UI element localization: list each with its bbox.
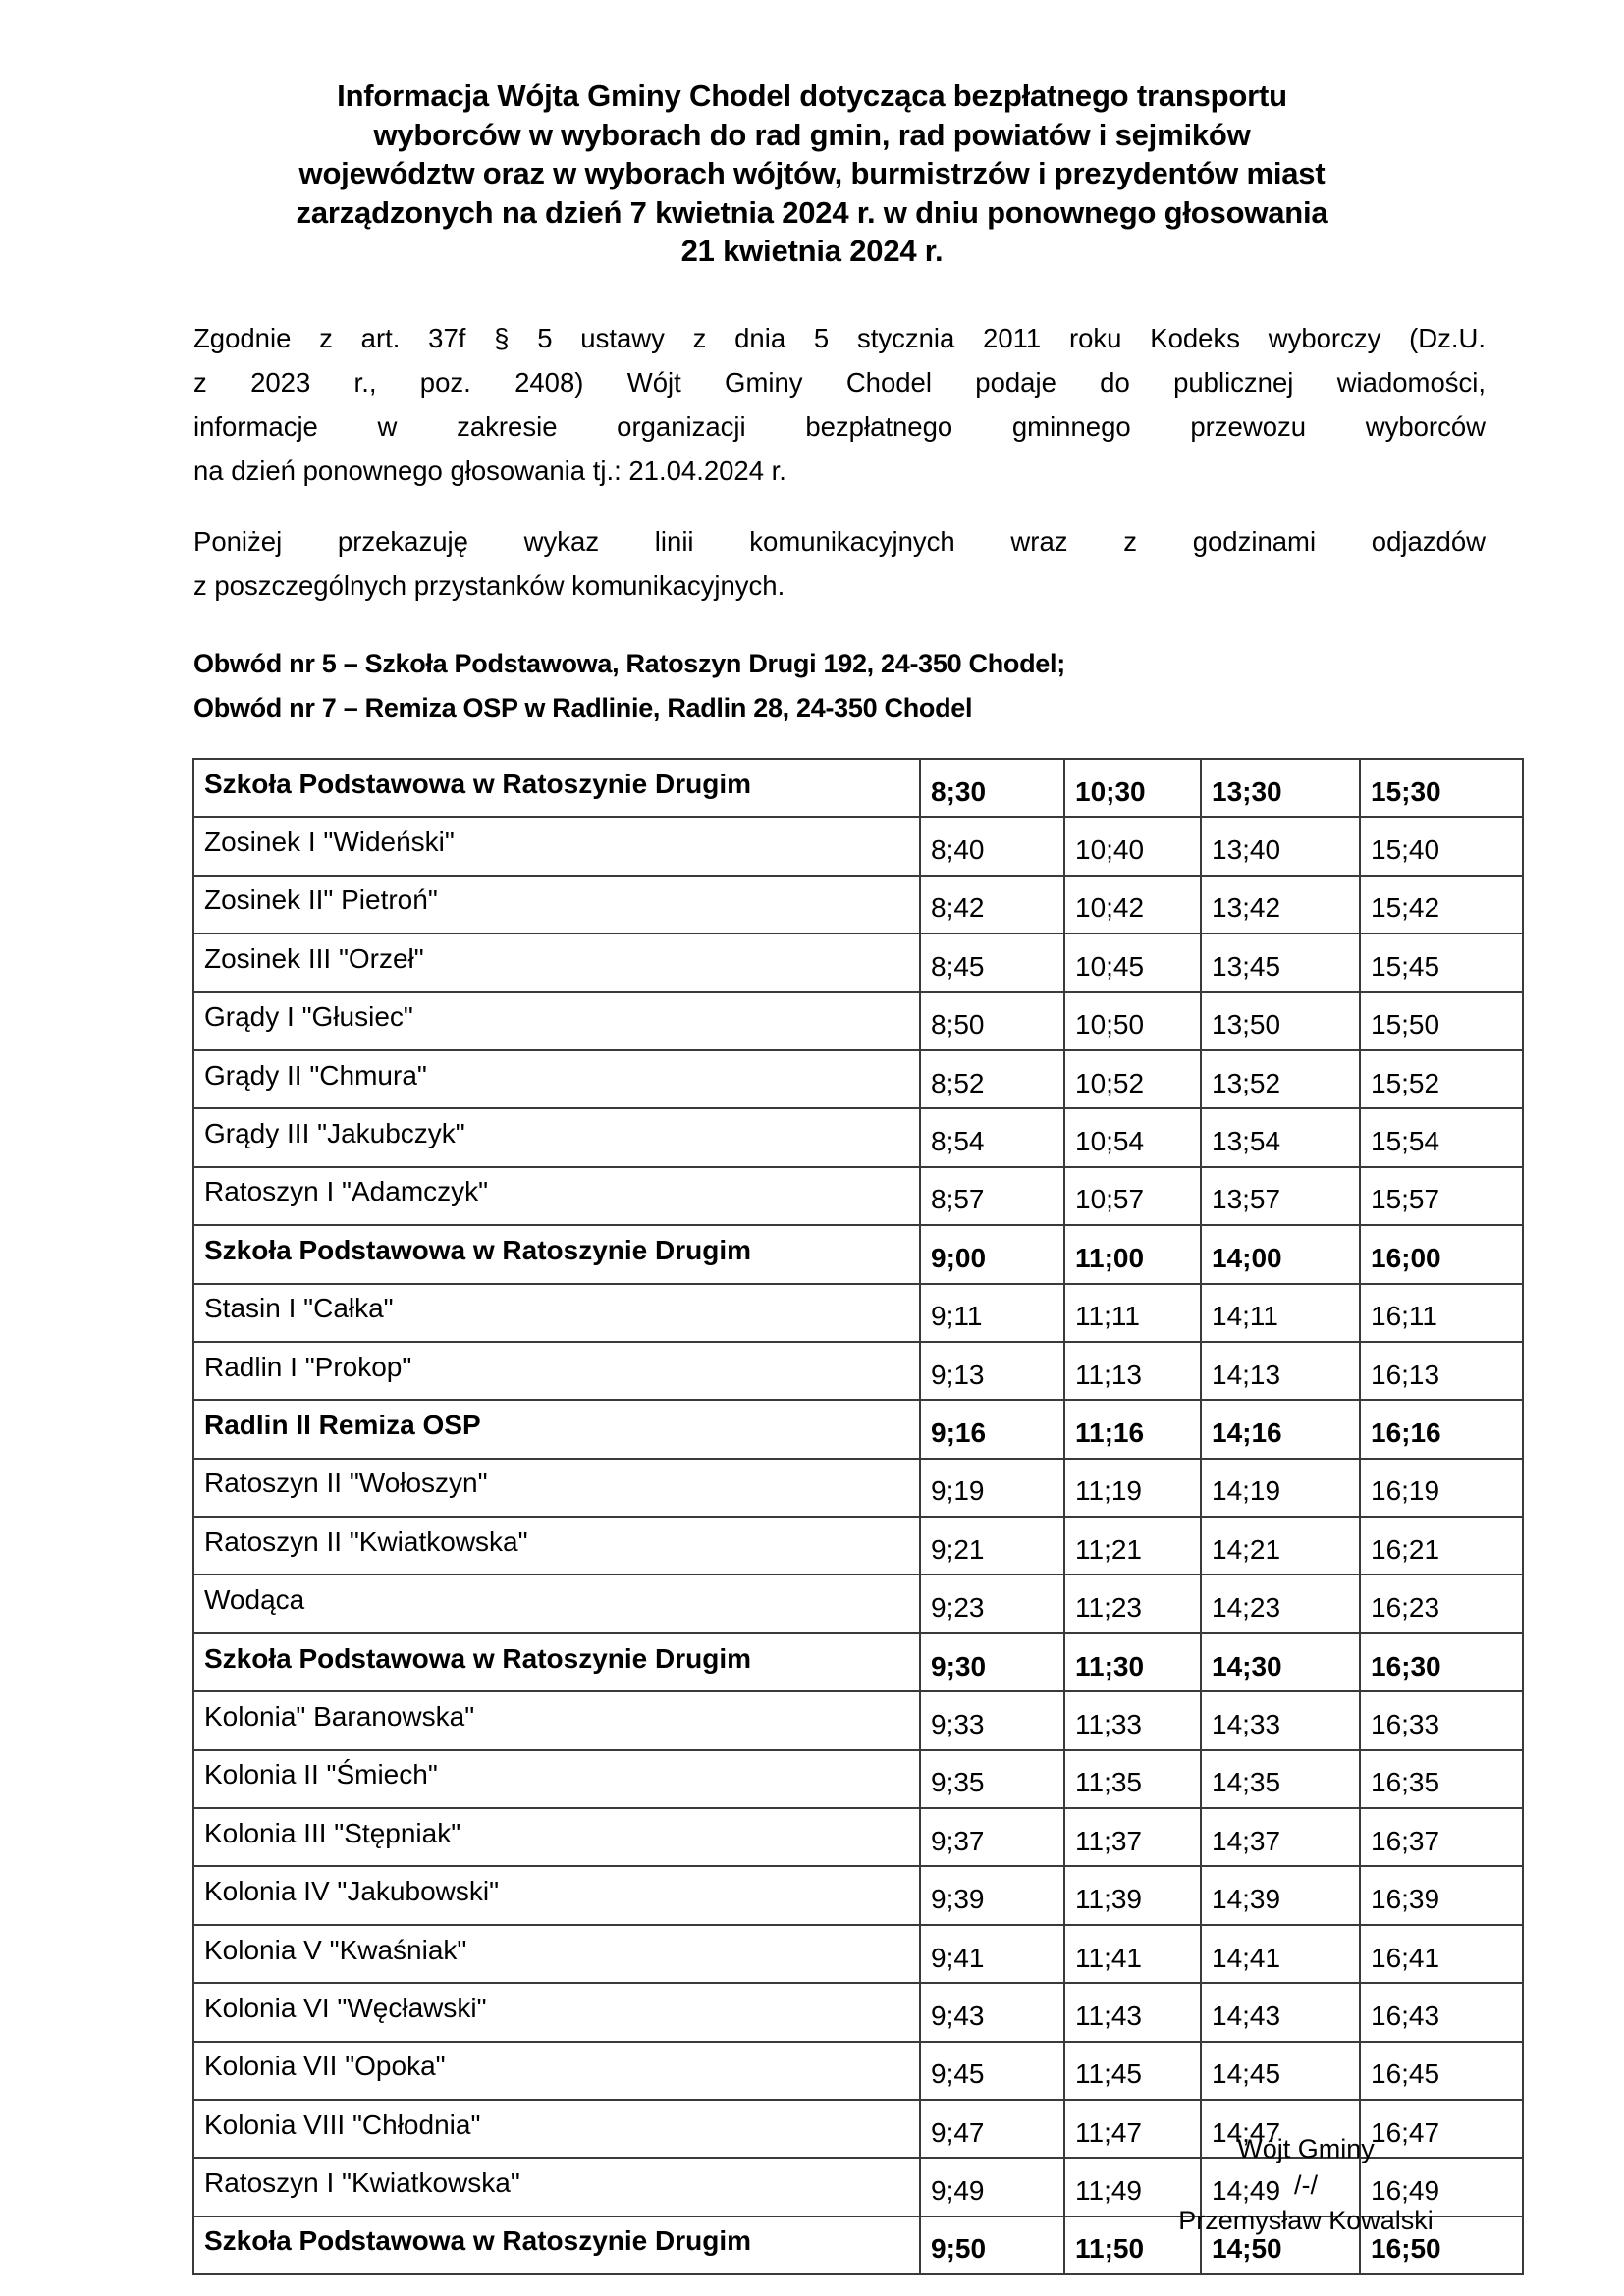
schedule-row	[193, 1925, 1523, 1983]
title-line: województw oraz w wyborach wójtów, burmistrzów i prezydentów miast	[298, 156, 1326, 190]
departure-time: 8;40	[920, 817, 1064, 875]
departure-time: 16;50	[1360, 2216, 1523, 2274]
departure-time: 14;45	[1201, 2042, 1360, 2100]
departure-time: 11;39	[1064, 1866, 1201, 1924]
title-line: wyborców w wyborach do rad gmin, rad powiatów i sejmików	[373, 117, 1251, 152]
departure-time: 15;54	[1360, 1108, 1523, 1166]
paragraph-line: Zgodnie z art. 37f § 5 ustawy z dnia 5 stycznia 2011 roku Kodeks wyborczy (Dz.U.	[193, 323, 1486, 353]
stop-name: Radlin I "Prokop"	[193, 1342, 920, 1400]
schedule-row	[193, 1983, 1523, 2041]
signature-role: Wójt Gminy	[1237, 2134, 1375, 2163]
schedule-row	[193, 876, 1523, 934]
legal-basis-paragraph	[193, 316, 1486, 493]
departure-time: 8;54	[920, 1108, 1064, 1166]
departure-time: 16;33	[1360, 1691, 1523, 1749]
departure-time: 13;54	[1201, 1108, 1360, 1166]
stop-name: Szkoła Podstawowa w Ratoszynie Drugim	[193, 1225, 920, 1283]
departure-time: 9;21	[920, 1517, 1064, 1575]
schedule-row	[193, 1808, 1523, 1866]
departure-time: 10;52	[1064, 1050, 1201, 1108]
paragraph-line: z poszczególnych przystanków komunikacyjnych.	[193, 570, 785, 601]
schedule-row	[193, 759, 1523, 817]
departure-time: 11;41	[1064, 1925, 1201, 1983]
voting-circuits	[193, 642, 1065, 730]
departure-time: 13;45	[1201, 934, 1360, 991]
departure-time: 16;37	[1360, 1808, 1523, 1866]
departure-time: 10;57	[1064, 1167, 1201, 1225]
stop-name: Zosinek III "Orzeł"	[193, 934, 920, 991]
schedule-row	[193, 1284, 1523, 1342]
bus-schedule-table	[192, 758, 1524, 2275]
departure-time: 9;35	[920, 1750, 1064, 1808]
departure-time: 11;43	[1064, 1983, 1201, 2041]
schedule-row	[193, 1050, 1523, 1108]
stop-name: Grądy II "Chmura"	[193, 1050, 920, 1108]
departure-time: 13;52	[1201, 1050, 1360, 1108]
departure-time: 15;57	[1360, 1167, 1523, 1225]
departure-time: 15;42	[1360, 876, 1523, 934]
schedule-row	[193, 1400, 1523, 1458]
schedule-row	[193, 1866, 1523, 1924]
title-line: 21 kwietnia 2024 r.	[680, 234, 944, 268]
stop-name: Radlin II Remiza OSP	[193, 1400, 920, 1458]
departure-time: 11;13	[1064, 1342, 1201, 1400]
departure-time: 9;30	[920, 1633, 1064, 1691]
stop-name: Kolonia V "Kwaśniak"	[193, 1925, 920, 1983]
departure-time: 16;45	[1360, 2042, 1523, 2100]
departure-time: 16;23	[1360, 1575, 1523, 1632]
stop-name: Szkoła Podstawowa w Ratoszynie Drugim	[193, 1633, 920, 1691]
departure-time: 15;45	[1360, 934, 1523, 991]
stop-name: Kolonia VII "Opoka"	[193, 2042, 920, 2100]
signature-name: Przemysław Kowalski	[1178, 2206, 1434, 2235]
stop-name: Kolonia II "Śmiech"	[193, 1750, 920, 1808]
departure-time: 16;00	[1360, 1225, 1523, 1283]
departure-time: 8;45	[920, 934, 1064, 991]
departure-time: 11;19	[1064, 1459, 1201, 1517]
departure-time: 16;19	[1360, 1459, 1523, 1517]
stop-name: Zosinek II" Pietroń"	[193, 876, 920, 934]
schedule-row	[193, 817, 1523, 875]
departure-time: 11;45	[1064, 2042, 1201, 2100]
paragraph-line: informacje w zakresie organizacji bezpłatnego gminnego przewozu wyborców	[193, 411, 1486, 442]
departure-time: 16;43	[1360, 1983, 1523, 2041]
departure-time: 14;47	[1201, 2100, 1360, 2158]
departure-time: 16;41	[1360, 1925, 1523, 1983]
departure-time: 15;50	[1360, 992, 1523, 1050]
schedule-row	[193, 1575, 1523, 1632]
departure-time: 14;00	[1201, 1225, 1360, 1283]
departure-time: 9;33	[920, 1691, 1064, 1749]
stop-name: Grądy III "Jakubczyk"	[193, 1108, 920, 1166]
departure-time: 8;42	[920, 876, 1064, 934]
title-line: Informacja Wójta Gminy Chodel dotycząca bezpłatnego transportu	[337, 79, 1287, 113]
departure-time: 9;43	[920, 1983, 1064, 2041]
departure-time: 11;33	[1064, 1691, 1201, 1749]
departure-time: 16;11	[1360, 1284, 1523, 1342]
stop-name: Kolonia VI "Węcławski"	[193, 1983, 920, 2041]
departure-time: 9;11	[920, 1284, 1064, 1342]
departure-time: 11;16	[1064, 1400, 1201, 1458]
departure-time: 16;35	[1360, 1750, 1523, 1808]
departure-time: 13;40	[1201, 817, 1360, 875]
departure-time: 13;57	[1201, 1167, 1360, 1225]
schedule-row	[193, 1691, 1523, 1749]
departure-time: 8;50	[920, 992, 1064, 1050]
circuit-7: Obwód nr 7 – Remiza OSP w Radlinie, Radlin 28, 24-350 Chodel	[193, 693, 973, 722]
departure-time: 14;49	[1201, 2158, 1360, 2216]
circuit-5: Obwód nr 5 – Szkoła Podstawowa, Ratoszyn Drugi 192, 24-350 Chodel;	[193, 649, 1065, 678]
departure-time: 10;54	[1064, 1108, 1201, 1166]
title-line: zarządzonych na dzień 7 kwietnia 2024 r. w dniu ponownego głosowania	[296, 194, 1328, 230]
departure-time: 11;47	[1064, 2100, 1201, 2158]
departure-time: 9;49	[920, 2158, 1064, 2216]
departure-time: 10;50	[1064, 992, 1201, 1050]
departure-time: 16;16	[1360, 1400, 1523, 1458]
departure-time: 11;11	[1064, 1284, 1201, 1342]
departure-time: 11;37	[1064, 1808, 1201, 1866]
stop-name: Zosinek I "Wideński"	[193, 817, 920, 875]
schedule-row	[193, 1633, 1523, 1691]
schedule-row	[193, 1225, 1523, 1283]
departure-time: 14;39	[1201, 1866, 1360, 1924]
departure-time: 8;52	[920, 1050, 1064, 1108]
departure-time: 16;49	[1360, 2158, 1523, 2216]
stop-name: Stasin I "Całka"	[193, 1284, 920, 1342]
departure-time: 13;50	[1201, 992, 1360, 1050]
departure-time: 9;13	[920, 1342, 1064, 1400]
stop-name: Ratoszyn II "Kwiatkowska"	[193, 1517, 920, 1575]
stop-name: Kolonia VIII "Chłodnia"	[193, 2100, 920, 2158]
departure-time: 10;30	[1064, 759, 1201, 817]
departure-time: 11;00	[1064, 1225, 1201, 1283]
departure-time: 11;30	[1064, 1633, 1201, 1691]
departure-time: 14;43	[1201, 1983, 1360, 2041]
departure-time: 14;33	[1201, 1691, 1360, 1749]
departure-time: 11;23	[1064, 1575, 1201, 1632]
stop-name: Kolonia III "Stępniak"	[193, 1808, 920, 1866]
stop-name: Kolonia IV "Jakubowski"	[193, 1866, 920, 1924]
stop-name: Szkoła Podstawowa w Ratoszynie Drugim	[193, 759, 920, 817]
schedule-row	[193, 992, 1523, 1050]
schedule-row	[193, 1108, 1523, 1166]
departure-time: 9;16	[920, 1400, 1064, 1458]
schedule-row	[193, 1167, 1523, 1225]
departure-time: 9;00	[920, 1225, 1064, 1283]
stop-name: Ratoszyn II "Wołoszyn"	[193, 1459, 920, 1517]
departure-time: 16;13	[1360, 1342, 1523, 1400]
departure-time: 14;30	[1201, 1633, 1360, 1691]
departure-time: 9;39	[920, 1866, 1064, 1924]
departure-time: 14;41	[1201, 1925, 1360, 1983]
stop-name: Wodąca	[193, 1575, 920, 1632]
schedule-row	[193, 1750, 1523, 1808]
departure-time: 10;40	[1064, 817, 1201, 875]
document-title	[177, 77, 1447, 271]
departure-time: 16;47	[1360, 2100, 1523, 2158]
schedule-row	[193, 1517, 1523, 1575]
departure-time: 9;45	[920, 2042, 1064, 2100]
departure-time: 9;19	[920, 1459, 1064, 1517]
departure-time: 14;13	[1201, 1342, 1360, 1400]
departure-time: 14;35	[1201, 1750, 1360, 1808]
departure-time: 8;30	[920, 759, 1064, 817]
schedule-row	[193, 2042, 1523, 2100]
stop-name: Ratoszyn I "Adamczyk"	[193, 1167, 920, 1225]
stop-name: Kolonia" Baranowska"	[193, 1691, 920, 1749]
intro-paragraph	[193, 519, 1486, 608]
departure-time: 9;47	[920, 2100, 1064, 2158]
departure-time: 10;42	[1064, 876, 1201, 934]
departure-time: 14;11	[1201, 1284, 1360, 1342]
signature-mark: /-/	[1294, 2169, 1318, 2200]
schedule-row	[193, 934, 1523, 991]
departure-time: 15;30	[1360, 759, 1523, 817]
departure-time: 11;21	[1064, 1517, 1201, 1575]
departure-time: 11;50	[1064, 2216, 1201, 2274]
departure-time: 14;16	[1201, 1400, 1360, 1458]
departure-time: 16;30	[1360, 1633, 1523, 1691]
schedule-row	[193, 1459, 1523, 1517]
departure-time: 16;21	[1360, 1517, 1523, 1575]
departure-time: 14;37	[1201, 1808, 1360, 1866]
departure-time: 9;23	[920, 1575, 1064, 1632]
stop-name: Szkoła Podstawowa w Ratoszynie Drugim	[193, 2216, 920, 2274]
paragraph-line: z 2023 r., poz. 2408) Wójt Gminy Chodel podaje do publicznej wiadomości,	[193, 367, 1486, 398]
departure-time: 11;49	[1064, 2158, 1201, 2216]
stop-name: Ratoszyn I "Kwiatkowska"	[193, 2158, 920, 2216]
departure-time: 15;40	[1360, 817, 1523, 875]
departure-time: 8;57	[920, 1167, 1064, 1225]
schedule-row	[193, 1342, 1523, 1400]
departure-time: 14;19	[1201, 1459, 1360, 1517]
departure-time: 13;42	[1201, 876, 1360, 934]
departure-time: 9;41	[920, 1925, 1064, 1983]
departure-time: 10;45	[1064, 934, 1201, 991]
stop-name: Grądy I "Głusiec"	[193, 992, 920, 1050]
departure-time: 16;39	[1360, 1866, 1523, 1924]
paragraph-line: na dzień ponownego głosowania tj.: 21.04.2024 r.	[193, 455, 786, 486]
departure-time: 11;35	[1064, 1750, 1201, 1808]
departure-time: 9;50	[920, 2216, 1064, 2274]
signature-block	[1168, 2131, 1443, 2239]
departure-time: 13;30	[1201, 759, 1360, 817]
departure-time: 14;21	[1201, 1517, 1360, 1575]
departure-time: 14;23	[1201, 1575, 1360, 1632]
paragraph-line: Poniżej przekazuję wykaz linii komunikacyjnych wraz z godzinami odjazdów	[193, 526, 1486, 557]
departure-time: 15;52	[1360, 1050, 1523, 1108]
departure-time: 9;37	[920, 1808, 1064, 1866]
departure-time: 14;50	[1201, 2216, 1360, 2274]
